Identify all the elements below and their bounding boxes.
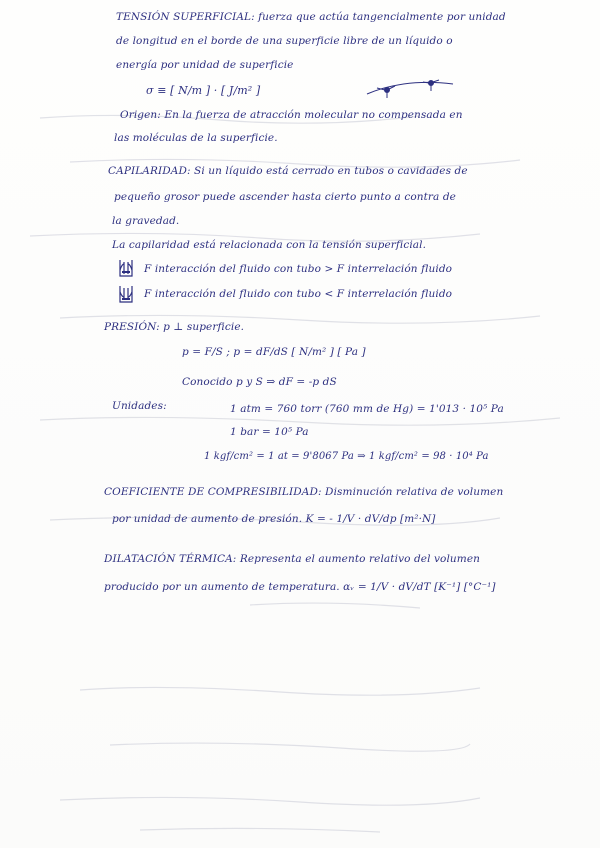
- compresibilidad-line-2: por unidad de aumento de presión. K = - 1/V · dV/dp [m²·N]: [112, 513, 436, 525]
- presion-unidades-bar: 1 bar = 10⁵ Pa: [230, 426, 309, 438]
- presion-unidades-label: Unidades:: [112, 400, 167, 412]
- capilaridad-case-2: F interacción del fluido con tubo < F interrelación fluido: [144, 288, 453, 300]
- tension-origin-2: las moléculas de la superficie.: [114, 132, 278, 144]
- capilaridad-line-3: la gravedad.: [112, 215, 180, 227]
- presion-line-1: PRESIÓN: p ⊥ superficie.: [104, 321, 245, 333]
- dilatacion-line-1: DILATACIÓN TÉRMICA: Representa el aumento relativo del volumen: [104, 553, 480, 565]
- capilaridad-line-2: pequeño grosor puede ascender hasta cierto punto a contra de: [114, 191, 456, 203]
- compresibilidad-line-1: COEFICIENTE DE COMPRESIBILIDAD: Disminución relativa de volumen: [104, 486, 504, 498]
- tension-units: σ ≡ [ N/m ] · [ J/m² ]: [146, 84, 261, 97]
- dilatacion-line-2: producido por un aumento de temperatura. αᵥ = 1/V · dV/dT [K⁻¹] [°C⁻¹]: [104, 581, 496, 593]
- presion-line-2: p = F/S ; p = dF/dS [ N/m² ] [ Pa ]: [182, 346, 366, 358]
- capilaridad-line-1: CAPILARIDAD: Si un líquido está cerrado en tubos o cavidades de: [108, 165, 468, 177]
- tension-line-2: de longitud en el borde de una superficie libre de un líquido o: [116, 35, 453, 47]
- tension-origin-1: Origen: En la fuerza de atracción molecular no compensada en: [120, 109, 463, 121]
- capilaridad-line-4: La capilaridad está relacionada con la tensión superficial.: [112, 239, 427, 251]
- tension-line-1: TENSIÓN SUPERFICIAL: fuerza que actúa tangencialmente por unidad: [116, 11, 506, 23]
- presion-unidades-kgf: 1 kgf/cm² = 1 at = 9'8067 Pa ⇒ 1 kgf/cm² = 98 · 10⁴ Pa: [204, 451, 489, 462]
- presion-line-3: Conocido p y S ⇒ dF = -p dS: [182, 376, 337, 388]
- tension-line-3: energía por unidad de superficie: [116, 59, 294, 71]
- capillary-depression-icon: [118, 284, 134, 304]
- molecule-sketch: [365, 74, 455, 104]
- capillary-rise-icon: [118, 258, 134, 278]
- capilaridad-case-1: F interacción del fluido con tubo > F interrelación fluido: [144, 263, 453, 275]
- presion-unidades-atm: 1 atm = 760 torr (760 mm de Hg) = 1'013 · 10⁵ Pa: [230, 403, 504, 415]
